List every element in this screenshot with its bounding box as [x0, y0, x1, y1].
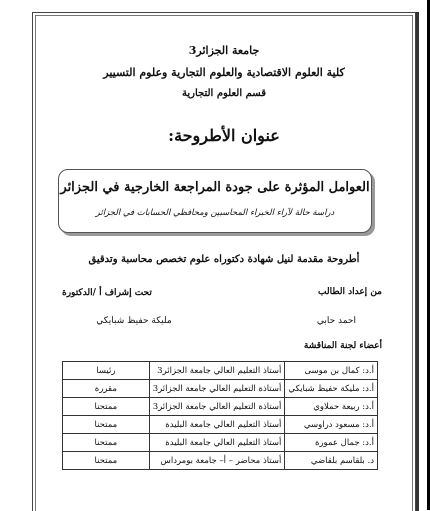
jury-member-name: أ.د: ربيعة حملاوي [285, 398, 378, 416]
prepared-by-label: من إعداد الطالب [318, 287, 382, 297]
table-row [63, 362, 378, 380]
university-name: جامعة الجزائر3 [188, 44, 260, 57]
table-row [63, 452, 378, 470]
title-box [58, 169, 372, 233]
jury-member-name: أ.د: كمال بن موسى [285, 362, 378, 380]
jury-member-name: أ.د: جمال عمورة [285, 434, 378, 452]
jury-member-name: د. بلقاسم بلقاضي [285, 452, 378, 470]
jury-member-role: ممتحنا [63, 434, 150, 452]
table-row [63, 416, 378, 434]
thesis-subtitle: دراسة حالة لآراء الخبراء المحاسبين ومحافظي الحسابات في الجزائر [95, 208, 335, 218]
jury-member-name: أ.د: مسعود دراوسي [285, 416, 378, 434]
jury-member-role: ممتحنا [63, 416, 150, 434]
document-page [18, 0, 430, 510]
thesis-title-label: عنوان الأطروحة: [168, 126, 280, 145]
department-name: قسم العلوم التجارية [182, 88, 266, 99]
jury-member-rank: أستاذ محاضر – أ– جامعة بومرداس [149, 452, 285, 470]
jury-member-rank: أستاذ التعليم العالي جامعة الجزائر3 [149, 362, 285, 380]
table-row [63, 380, 378, 398]
jury-member-role: ممتحنا [63, 452, 150, 470]
supervisor-label: تحت إشراف أ /الدكتورة [62, 288, 152, 298]
supervisor-name: مليكة حفيظ شبايكي [96, 316, 172, 326]
student-name: احمد حابي [316, 316, 356, 326]
jury-member-name: أ.د: مليكة حفيظ شبايكي [285, 380, 378, 398]
thesis-purpose: أطروحة مقدمة لنيل شهادة دكتوراه علوم تخصص محاسبة وتدقيق [88, 254, 360, 265]
jury-member-role: رئيسا [63, 362, 150, 380]
jury-member-rank: أستاذ التعليم العالي جامعة البليدة [149, 434, 285, 452]
faculty-name: كلية العلوم الاقتصادية والعلوم التجارية وعلوم التسيير [103, 66, 345, 79]
table-row [63, 398, 378, 416]
jury-member-rank: أستاذ التعليم العالي جامعة البليدة [149, 416, 285, 434]
jury-member-role: ممتحنا [63, 398, 150, 416]
jury-member-rank: أستاذة التعليم العالي جامعة الجزائر3 [149, 398, 285, 416]
jury-member-role: مقررة [63, 380, 150, 398]
thesis-main-title: العوامل المؤثرة على جودة المراجعة الخارجية في الجزائر [60, 180, 370, 195]
jury-table [62, 361, 378, 470]
table-row [63, 434, 378, 452]
jury-member-rank: أستاذة التعليم العالي جامعة الجزائر3 [149, 380, 285, 398]
jury-label: أعضاء لجنة المناقشة [303, 341, 382, 351]
